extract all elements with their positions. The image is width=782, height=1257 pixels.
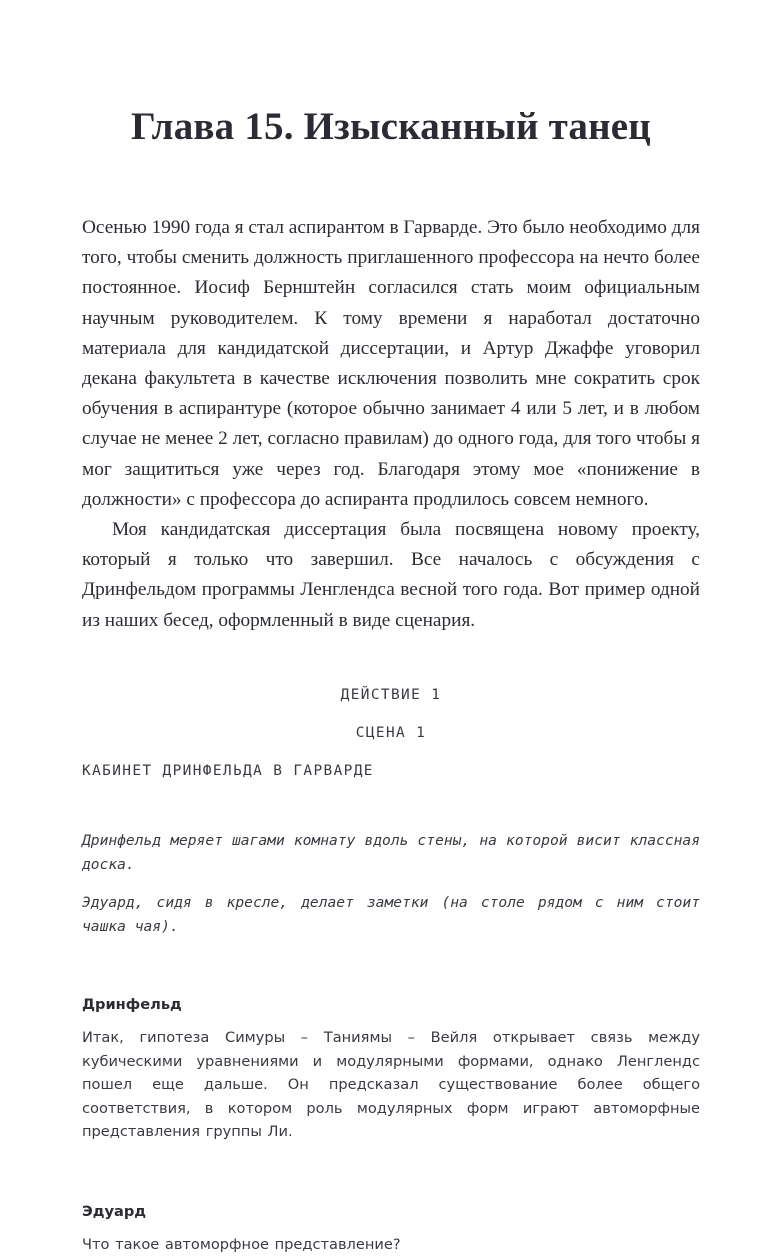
location-heading: КАБИНЕТ ДРИНФЕЛЬДА В ГАРВАРДЕ <box>82 763 374 780</box>
screenplay-block <box>82 636 700 1257</box>
dialogue-line-drinfeld: Итак, гипотеза Симуры – Таниямы – Вейля открывает связь между кубическими уравнениями и модулярными формами, однако Ленглендс пошел еще дальше. Он предсказал существование более общего соответствия, в котором роль модулярных форм играют автоморфные представления группы Ли. <box>82 1029 700 1141</box>
speaker-name-eduard: Эдуард <box>82 1202 147 1220</box>
page-content-column <box>82 0 700 1257</box>
body-paragraph-1: Осенью 1990 года я стал аспирантом в Гарварде. Это было необходимо для того, чтобы сменить должность приглашенного профессора на нечто более постоянное. Иосиф Бернштейн согласился стать моим официальным научным руководителем. К тому времени я наработал достаточно материала для кандидатской диссертации, и Артур Джаффе уговорил декана факультета в качестве исключения позволить мне сократить срок обучения в аспирантуре (которое обычно занимает 4 или 5 лет, и в любом случае не менее 2 лет, согласно правилам) до одного года, для того чтобы я мог защититься уже через год. Благодаря этому мое «понижение в должности» с профессора до аспиранта продлилось совсем немного. <box>82 216 700 510</box>
body-paragraph-2: Моя кандидатская диссертация была посвящена новому проекту, который я только что завершил. Все началось с обсуждения с Дринфельдом программы Ленглендса весной того года. Вот пример одной из наших бесед, оформленный в виде сценария. <box>82 518 700 631</box>
speaker-name-drinfeld: Дринфельд <box>82 995 182 1013</box>
stage-direction-1: Дринфельд меряет шагами комнату вдоль стены, на которой висит классная доска. <box>82 831 700 873</box>
scene-heading: СЦЕНА 1 <box>355 725 427 742</box>
dialogue-line-eduard: Что такое автоморфное представление? <box>82 1236 401 1254</box>
page-title: Глава 15. Изысканный танец <box>131 105 651 148</box>
act-heading: ДЕЙСТВИЕ 1 <box>340 686 442 703</box>
stage-direction-2: Эдуард, сидя в кресле, делает заметки (на столе рядом с ним стоит чашка чая). <box>82 893 700 935</box>
